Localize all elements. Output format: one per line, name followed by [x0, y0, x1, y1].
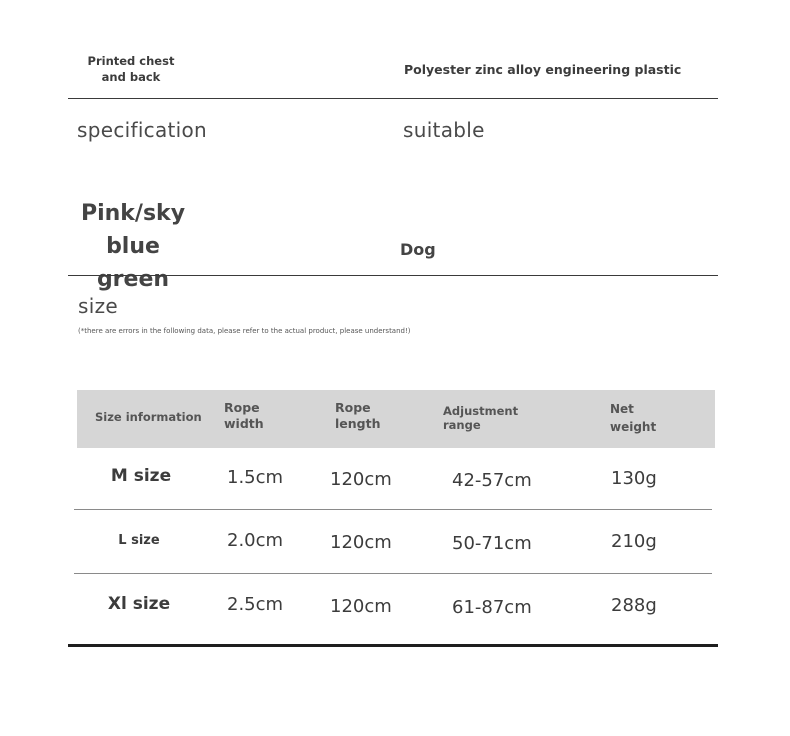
row-l-adjustment-range: 50-71cm	[452, 533, 532, 554]
row-xl-adjustment-range: 61-87cm	[452, 597, 532, 618]
color-value: Pink/sky blue green	[80, 201, 186, 292]
row-xl-rope-length: 120cm	[330, 596, 392, 617]
specification-label: specification	[77, 118, 208, 142]
section-divider	[68, 98, 718, 99]
row-m-rope-length: 120cm	[330, 469, 392, 490]
table-row-divider	[74, 509, 712, 510]
section-divider	[68, 275, 718, 276]
material-label: Printed chest and back	[87, 54, 175, 84]
table-row-divider	[74, 573, 712, 574]
row-l-size: L size	[118, 533, 160, 548]
row-m-adjustment-range: 42-57cm	[452, 470, 532, 491]
row-m-rope-width: 1.5cm	[227, 467, 284, 488]
header-rope-length: Rope length	[335, 400, 381, 431]
material-value: Polyester zinc alloy engineering plastic	[404, 62, 682, 77]
row-xl-rope-width: 2.5cm	[227, 594, 284, 615]
row-l-rope-length: 120cm	[330, 532, 392, 553]
size-label: size	[78, 294, 118, 318]
row-xl-size: Xl size	[107, 594, 171, 614]
header-size-information: Size information	[95, 410, 202, 424]
row-l-net-weight: 210g	[611, 531, 657, 552]
header-rope-width: Rope width	[224, 400, 264, 431]
suitable-label: suitable	[403, 118, 485, 142]
header-net-weight: Net weight	[610, 402, 657, 434]
row-l-rope-width: 2.0cm	[227, 530, 284, 551]
suitable-value: Dog	[400, 240, 436, 259]
row-m-net-weight: 130g	[611, 468, 657, 489]
table-bottom-border	[68, 644, 718, 647]
row-m-size: M size	[110, 466, 172, 486]
header-adjustment-range: Adjustment range	[443, 404, 519, 432]
row-xl-net-weight: 288g	[611, 595, 657, 616]
size-disclaimer: (*there are errors in the following data, please refer to the actual product, please understand!)	[78, 327, 411, 335]
